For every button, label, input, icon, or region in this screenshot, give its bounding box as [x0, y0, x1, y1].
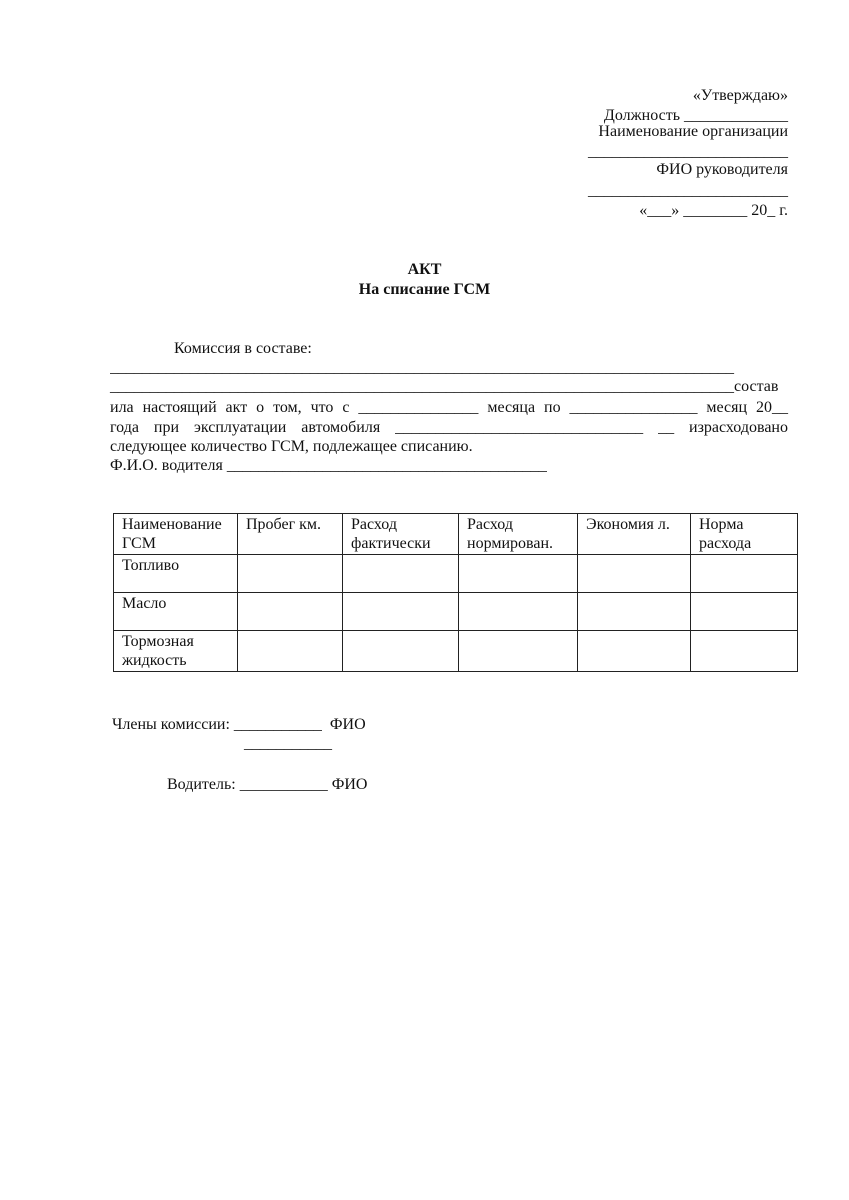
table-cell[interactable]: [691, 631, 798, 672]
row-label: Масло: [114, 593, 238, 631]
row-label: Тормозная жидкость: [114, 631, 238, 672]
header-cell: Расход фактически: [343, 514, 459, 555]
fuel-table: [113, 513, 798, 672]
header-cell: Пробег км.: [238, 514, 343, 555]
table-cell[interactable]: [691, 593, 798, 631]
period-line: ила настоящий акт о том, что с _______________ месяца по ________________ месяц 20__: [110, 399, 788, 416]
header-cell: Расход нормирован.: [459, 514, 578, 555]
document-title: АКТ: [407, 261, 442, 278]
head-name-line: _________________________: [588, 182, 788, 199]
table-cell[interactable]: [578, 631, 691, 672]
table-cell[interactable]: [343, 631, 459, 672]
table-row: [114, 593, 798, 631]
table-cell[interactable]: [238, 631, 343, 672]
driver-signature: Водитель: ___________ ФИО: [167, 776, 368, 793]
organization-label: Наименование организации: [598, 123, 788, 140]
table-header-row: [114, 514, 798, 555]
write-off-text: следующее количество ГСМ, подлежащее списанию.: [110, 438, 473, 455]
commission-line-1: ______________________________________________________________________________: [110, 359, 734, 376]
driver-name-field: Ф.И.О. водителя ________________________________________: [110, 457, 547, 474]
table-cell[interactable]: [343, 555, 459, 593]
commission-members-line-2: ___________: [244, 735, 332, 752]
table-cell[interactable]: [238, 593, 343, 631]
table-cell[interactable]: [459, 593, 578, 631]
table-cell[interactable]: [459, 631, 578, 672]
table-cell[interactable]: [691, 555, 798, 593]
commission-line-2: ______________________________________________________________________________состав: [110, 378, 779, 395]
table-cell[interactable]: [578, 555, 691, 593]
document-subtitle: На списание ГСМ: [358, 281, 491, 298]
vehicle-line: года при эксплуатации автомобиля _______________________________ __ израсходовано: [110, 419, 788, 436]
organization-line: _________________________: [588, 143, 788, 160]
head-name-label: ФИО руководителя: [656, 161, 788, 178]
commission-label: Комиссия в составе:: [174, 340, 312, 357]
table-cell[interactable]: [578, 593, 691, 631]
table-cell[interactable]: [459, 555, 578, 593]
row-label: Топливо: [114, 555, 238, 593]
header-cell: Наименование ГСМ: [114, 514, 238, 555]
header-cell: Экономия л.: [578, 514, 691, 555]
table-cell[interactable]: [343, 593, 459, 631]
position-field: Должность _____________: [603, 107, 788, 124]
table-row: [114, 555, 798, 593]
approval-date: «___» ________ 20_ г.: [639, 202, 788, 219]
approve-label: «Утверждаю»: [692, 87, 788, 104]
commission-members-signature: Члены комиссии: ___________ ФИО: [112, 716, 366, 733]
table-cell[interactable]: [238, 555, 343, 593]
header-cell: Норма расхода: [691, 514, 798, 555]
table-row: [114, 631, 798, 672]
